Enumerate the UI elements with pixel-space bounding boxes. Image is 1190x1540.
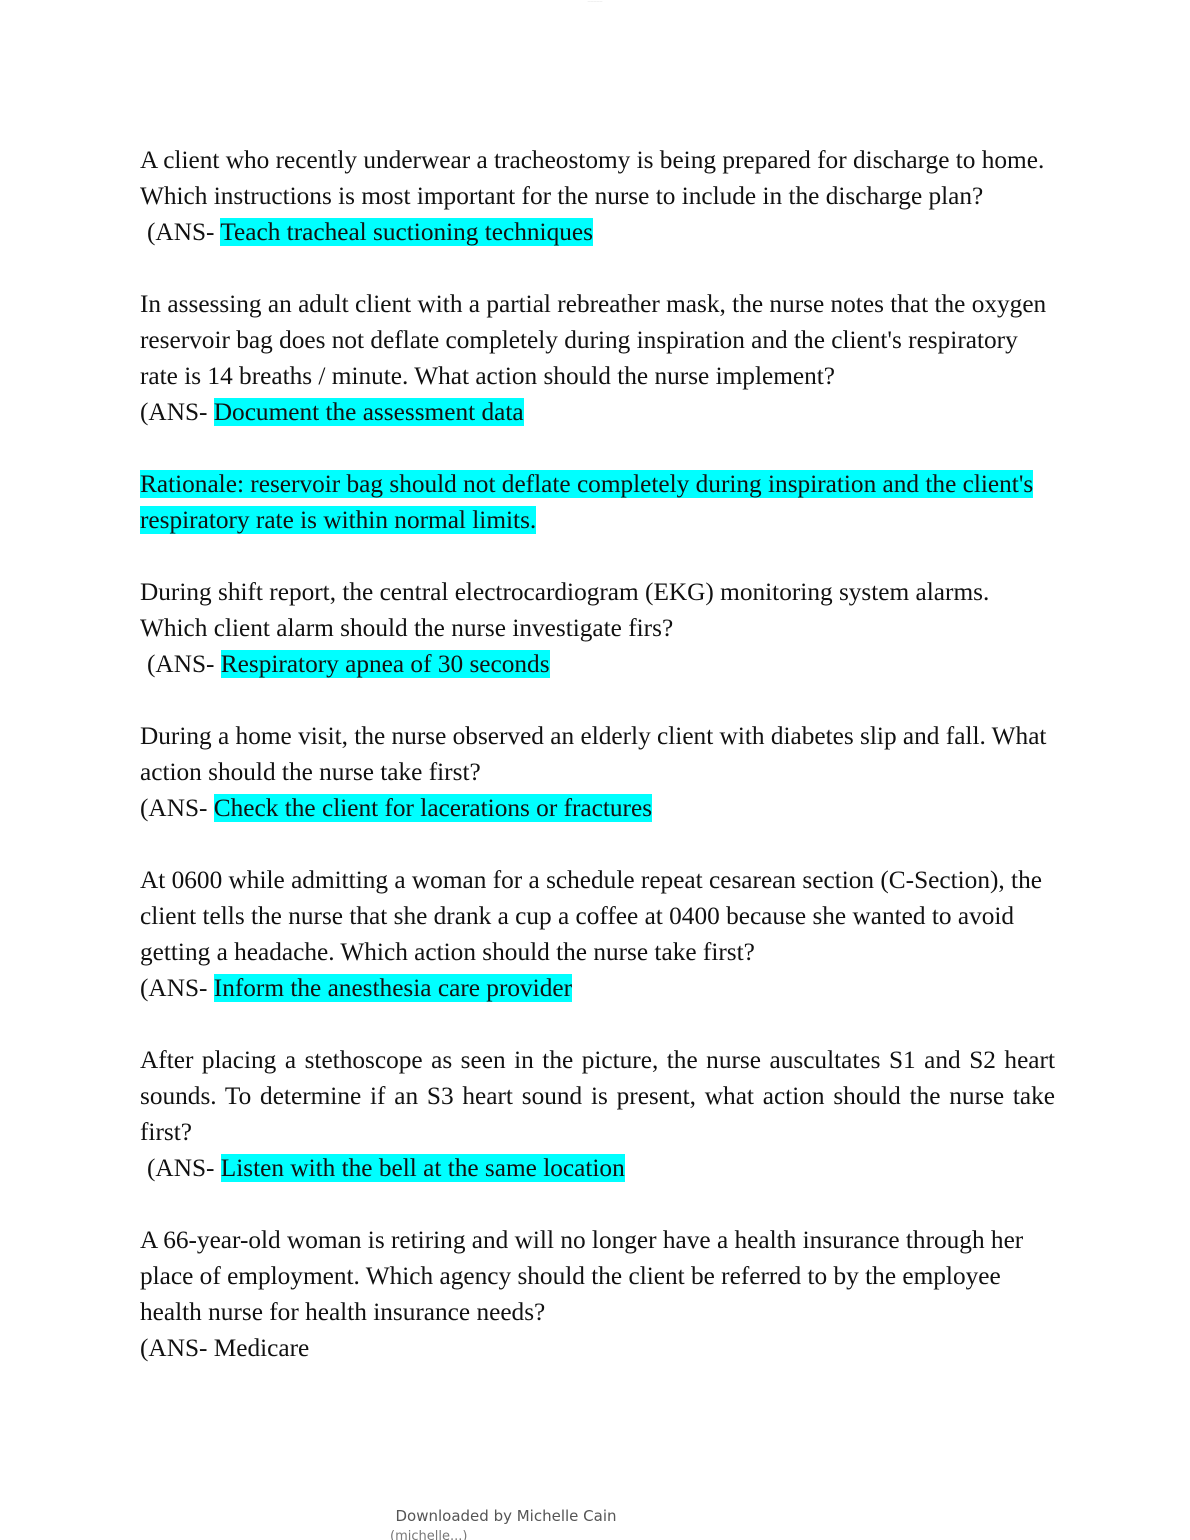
answer-prefix: (ANS-: [140, 1334, 214, 1362]
answer-highlight: Inform the anesthesia care provider: [213, 974, 572, 1002]
question-text: A client who recently underwear a tracheostomy is being prepared for discharge to home. Which instructions is most important for the nurse to include in the discharge plan?: [140, 146, 1045, 210]
footer-downloaded-by: Downloaded by Michelle Cain: [395, 1507, 617, 1525]
answer-line: [140, 394, 1055, 430]
qa-item: [140, 718, 1055, 826]
answer-prefix: (ANS-: [147, 218, 221, 246]
rationale-text: [140, 466, 1055, 538]
qa-item: [140, 574, 1055, 682]
question-text: During shift report, the central electrocardiogram (EKG) monitoring system alarms. Which client alarm should the nurse investigate firs?: [140, 578, 990, 642]
answer-highlight: Document the assessment data: [213, 398, 524, 426]
rationale-highlight: Rationale: reservoir bag should not deflate completely during inspiration and the client's respiratory rate is within normal limits.: [140, 470, 1034, 534]
answer-line: [140, 214, 1055, 250]
answer-highlight: Listen with the bell at the same location: [220, 1154, 625, 1182]
answer-prefix: (ANS-: [140, 398, 214, 426]
answer-prefix: (ANS-: [140, 974, 214, 1002]
footer-sub-line: (michelle...): [390, 1529, 468, 1540]
answer-prefix: (ANS-: [147, 1154, 221, 1182]
qa-item: [140, 1042, 1055, 1186]
answer-highlight: Respiratory apnea of 30 seconds: [220, 650, 550, 678]
document-body: [140, 142, 1055, 1402]
answer-line: [140, 646, 1055, 682]
answer-line: [140, 1150, 1055, 1186]
header-mark: —————: [587, 0, 603, 3]
qa-item: [140, 142, 1055, 250]
question-text: After placing a stethoscope as seen in the picture, the nurse auscultates S1 and S2 heart sounds. To determine if an S3 heart sound is present, what action should the nurse take first?: [140, 1046, 1055, 1146]
question-text: At 0600 while admitting a woman for a schedule repeat cesarean section (C-Section), the client tells the nurse that she drank a cup a coffee at 0400 because she wanted to avoid getting a headache. Which action should the nurse take first?: [140, 866, 1042, 966]
answer-text: Medicare: [213, 1334, 310, 1362]
question-text: During a home visit, the nurse observed an elderly client with diabetes slip and fall. What action should the nurse take first?: [140, 722, 1047, 786]
qa-item: [140, 862, 1055, 1006]
answer-prefix: (ANS-: [147, 650, 221, 678]
answer-prefix: (ANS-: [140, 794, 214, 822]
question-text: A 66-year-old woman is retiring and will no longer have a health insurance through her place of employment. Which agency should the client be referred to by the employee health nurse for health insurance needs?: [140, 1226, 1024, 1326]
answer-highlight: Check the client for lacerations or fractures: [213, 794, 653, 822]
qa-item: [140, 286, 1055, 430]
answer-highlight: Teach tracheal suctioning techniques: [220, 218, 593, 246]
answer-line: [140, 790, 1055, 826]
qa-item: [140, 1222, 1055, 1366]
answer-line: [140, 970, 1055, 1006]
question-text: In assessing an adult client with a partial rebreather mask, the nurse notes that the oxygen reservoir bag does not deflate completely during inspiration and the client's respiratory rate is 14 breaths / minute. What action should the nurse implement?: [140, 290, 1047, 390]
answer-line: [140, 1330, 1055, 1366]
